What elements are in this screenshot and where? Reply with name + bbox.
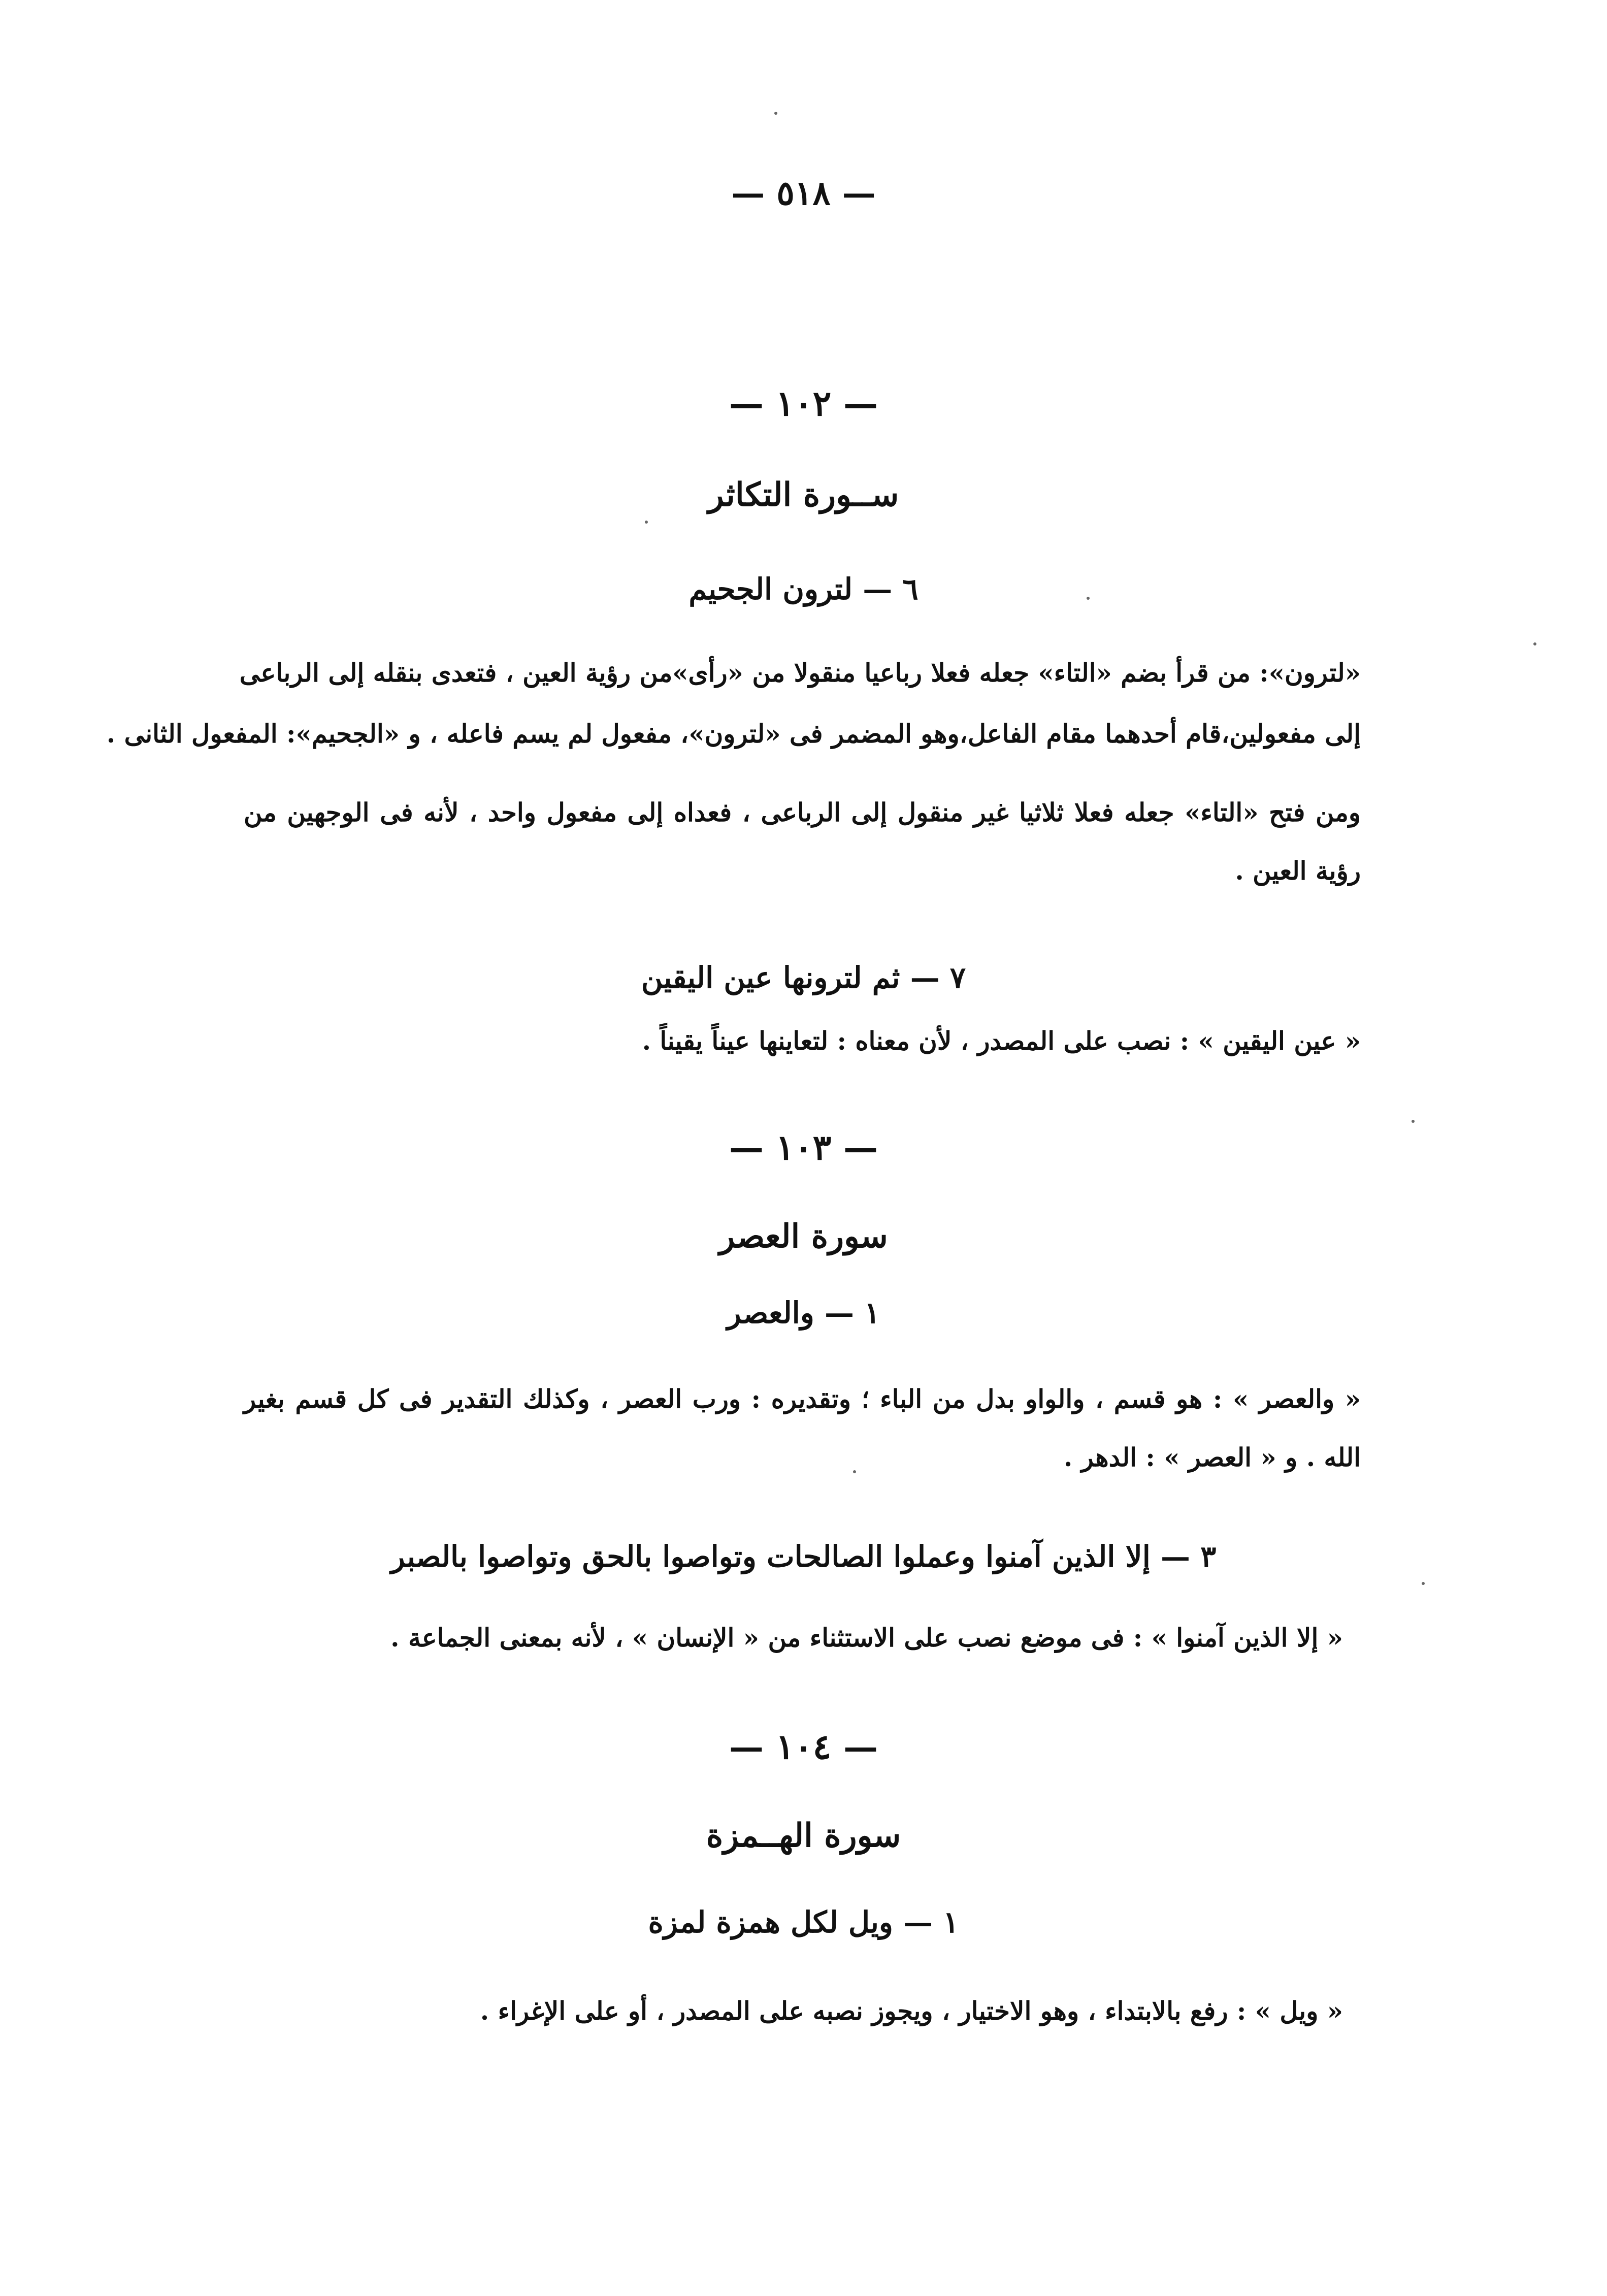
section-number: — ١٠٤ —: [729, 1727, 878, 1767]
section-number: — ١٠٢ —: [729, 383, 878, 424]
scan-speck: [645, 521, 648, 524]
surah-title: سورة العصر: [719, 1217, 888, 1255]
surah-title: سورة الهــمزة: [706, 1817, 901, 1855]
verse-heading: ٦ — لترون الجحيم: [688, 572, 919, 606]
surah-title: ســورة التكاثر: [708, 476, 899, 514]
scan-speck: [1533, 642, 1536, 645]
paragraph-line: ومن فتح «التاء» جعله فعلا ثلاثيا غير منقول إلى الرباعى ، فعداه إلى مفعول واحد ، لأنه فى الوجهين من: [244, 797, 1361, 827]
section-number: — ١٠٣ —: [729, 1127, 878, 1168]
paragraph-line: إلى مفعولين،قام أحدهما مقام الفاعل،وهو المضمر فى «لترون»، مفعول لم يسم فاعله ، و «الجحيم»: المفعول الثانى .: [106, 719, 1361, 749]
scan-speck: [853, 1470, 856, 1473]
paragraph-line: « ويل » : رفع بالابتداء ، وهو الاختيار ، ويجوز نصبه على المصدر ، أو على الإغراء .: [480, 1996, 1343, 2026]
paragraph-line: الله . و « العصر » : الدهر .: [1063, 1442, 1361, 1472]
verse-heading: ١ — والعصر: [727, 1296, 880, 1330]
paragraph-line: « إلا الذين آمنوا » : فى موضع نصب على الاستثناء من « الإنسان » ، لأنه بمعنى الجماعة .: [390, 1623, 1343, 1653]
page-number: — ٥١٨ —: [731, 173, 876, 213]
paragraph-line: رؤية العين .: [1235, 856, 1361, 886]
verse-heading: ١ — ويل لكل همزة لمزة: [648, 1905, 959, 1939]
scan-speck: [1412, 1120, 1415, 1123]
scan-speck: [774, 112, 777, 115]
paragraph-line: «لترون»: من قرأ بضم «التاء» جعله فعلا رباعيا منقولا من «رأى»من رؤية العين ، فتعدى بنقله إلى الرباعى: [239, 658, 1361, 688]
verse-heading: ٣ — إلا الذين آمنوا وعملوا الصالحات وتواصوا بالحق وتواصوا بالصبر: [390, 1539, 1217, 1574]
scan-speck: [1422, 1582, 1425, 1585]
verse-heading: ٧ — ثم لترونها عين اليقين: [641, 960, 966, 995]
paragraph-line: « عين اليقين » : نصب على المصدر ، لأن معناه : لتعاينها عيناً يقيناً .: [642, 1026, 1361, 1056]
scan-speck: [1087, 597, 1090, 600]
paragraph-line: « والعصر » : هو قسم ، والواو بدل من الباء ؛ وتقديره : ورب العصر ، وكذلك التقدير فى كل قسم بغير: [244, 1384, 1361, 1414]
